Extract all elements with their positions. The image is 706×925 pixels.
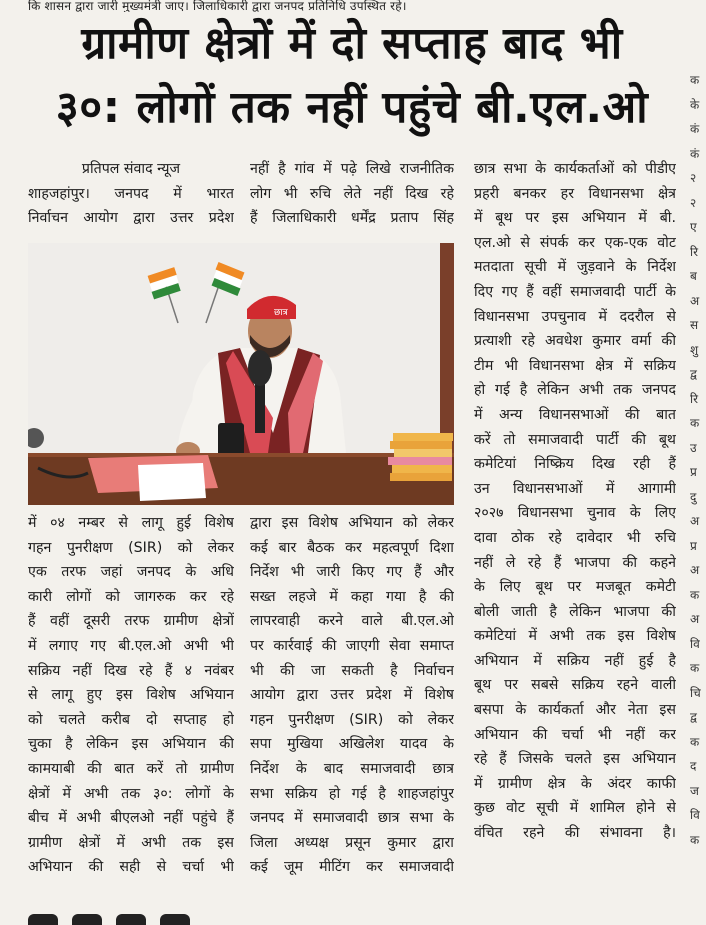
- text-line: प्रहरी बनकर हर विधानसभा क्षेत्र: [474, 185, 676, 202]
- edge-char: प्र: [690, 538, 697, 553]
- next-headline-clipped: [28, 912, 448, 925]
- edge-char: क: [690, 73, 700, 87]
- text-line: सक्रिय नहीं दिख रहे हैं ४ नवंबर: [28, 662, 234, 679]
- edge-char: २: [690, 195, 697, 210]
- edge-char: ए: [690, 220, 697, 234]
- text-line: ग्रामीण क्षेत्रों में अभी तक इस: [28, 834, 234, 851]
- edge-char: कं: [690, 146, 700, 161]
- text-line: जनपद में समाजवादी छात्र सभा के: [250, 810, 454, 827]
- edge-char: अ: [690, 612, 700, 626]
- text-line: दावा ठोक रहे दावेदार भी रुचि: [474, 529, 676, 546]
- text-line: लापरवाही करने वाले बी.एल.ओ: [250, 613, 454, 630]
- text-line: हैं जिलाधिकारी धर्मेंद्र प्रताप सिंह: [250, 210, 454, 227]
- text-line: के लिए बूथ पर मजबूत कमेटी: [474, 579, 676, 596]
- text-line: बूथ पर सबसे सक्रिय रहने वाली: [474, 677, 676, 694]
- edge-char: उ: [690, 440, 697, 455]
- edge-char: अ: [690, 514, 700, 528]
- edge-char: द: [690, 759, 697, 773]
- news-photo: [28, 243, 454, 505]
- text-line: अभियान की सही से चर्चा भी: [28, 859, 234, 876]
- headline-line-2: ३०: लोगों तक नहीं पहुंचे बी.एल.ओ: [55, 82, 649, 133]
- text-line: कारी लोगों को जागरुक कर रहे: [28, 588, 234, 605]
- text-line: दिए गए हैं वहीं समाजवादी पार्टी के: [474, 283, 676, 300]
- edge-char: ब: [690, 269, 697, 283]
- text-line: कई जूम मीटिंग कर समाजवादी: [250, 859, 454, 876]
- text-line: सपा मुखिया अखिलेश यादव के: [250, 736, 454, 753]
- text-line: जिला अध्यक्ष प्रसून कुमार द्वारा: [250, 834, 454, 851]
- text-line: बोली जाती है लेकिन भाजपा की: [474, 603, 676, 620]
- column-2-top: [250, 157, 454, 231]
- edge-char: वि: [690, 636, 700, 651]
- text-line: चुका है लेकिन इस अभियान की: [28, 736, 234, 753]
- text-line: अभियान की चर्चा भी नहीं कर: [474, 726, 676, 743]
- text-line: कमेटियां में अभी तक इस विशेष: [474, 628, 676, 645]
- previous-article-tail: कि शासन द्वारा जारी मुख्यमंत्री जाए। जिलाधिकारी द्वारा जनपद प्रतिनिधि उपस्थित रहे।: [28, 0, 407, 12]
- text-line: हैं वहीं दूसरी तरफ ग्रामीण क्षेत्रों: [28, 613, 234, 630]
- text-line: भी की जा सकती है निर्वाचन: [250, 662, 454, 679]
- text-line: रहे हैं जिसके चलते इस अभियान: [474, 751, 676, 768]
- edge-char: ज: [690, 783, 699, 798]
- text-line: कमेटियां निष्क्रिय दिख रही हैं: [474, 456, 676, 473]
- text-line: उन विधानसभाओं में आगामी: [474, 480, 676, 497]
- edge-char: क: [690, 587, 700, 602]
- text-line: करें तो समाजवादी पार्टी की बूथ: [474, 431, 676, 448]
- edge-char: शु: [690, 342, 699, 357]
- adjacent-article-edge: [690, 68, 706, 925]
- text-line: बीच में अभी बीएलओ नहीं पहुंचे हैं: [28, 810, 234, 827]
- edge-char: क: [690, 734, 700, 749]
- text-line: क्षेत्रों में अभी तक ३०: लोगों के: [28, 785, 234, 802]
- text-line: में ०४ नम्बर से लागू हुई विशेष: [28, 515, 234, 531]
- column-2-bottom: [250, 511, 454, 880]
- text-line: एक तरफ जहां जनपद के अधि: [28, 564, 234, 581]
- text-line: द्वारा इस विशेष अभियान को लेकर: [250, 515, 454, 531]
- edge-char: वि: [690, 808, 700, 822]
- headline-line-1: ग्रामीण क्षेत्रों में दो सप्ताह बाद भी: [81, 18, 623, 69]
- edge-char: क: [690, 661, 700, 675]
- text-line: सभा सक्रिय हो गई है शाहजहांपुर: [250, 785, 454, 802]
- column-1-top: [28, 157, 234, 231]
- edge-char: क: [690, 832, 700, 847]
- text-line: में ग्रामीण क्षेत्र के अंदर काफी: [474, 775, 676, 792]
- edge-char: रि: [690, 391, 699, 406]
- column-3: [474, 157, 676, 846]
- edge-char: क: [690, 416, 700, 430]
- text-line: कामयाबी की बात करें तो ग्रामीण: [28, 760, 234, 777]
- edge-char: स: [690, 318, 699, 332]
- text-line: बसपा के कार्यकर्ता और नेता इस: [474, 702, 676, 719]
- text-line: एल.ओ से संपर्क कर एक-एक वोट: [474, 234, 676, 251]
- text-line: निर्देश के बाद समाजवादी छात्र: [250, 760, 454, 777]
- cap-text: छात्र: [274, 308, 288, 318]
- text-line: प्रत्याशी रहे अवधेश कुमार वर्मा की: [474, 333, 676, 350]
- byline: प्रतिपल संवाद न्यूज: [81, 161, 181, 177]
- text-line: वंचित रहने की संभावना है।: [474, 825, 676, 842]
- text-line: में बूथ पर इस अभियान में बी.: [474, 210, 676, 227]
- text-line: अभियान में सक्रिय नहीं हुई है: [474, 652, 676, 669]
- edge-char: अ: [690, 293, 700, 308]
- text-line: मतदाता सूची में जुड़वाने के निर्देश: [474, 259, 676, 276]
- text-line: निर्देश भी जारी किए गए हैं और: [250, 564, 454, 581]
- text-line: में अन्य विधानसभाओं की बात: [474, 406, 676, 423]
- text-line: सख्त लहजे में कहा गया है की: [250, 588, 454, 605]
- edge-char: द्व: [690, 367, 697, 381]
- text-line: नहीं ले रहे हैं भाजपा की कहने: [474, 554, 676, 571]
- edge-char: द्व: [690, 710, 697, 724]
- text-line: आयोग द्वारा उत्तर प्रदेश में विशेष: [250, 687, 454, 704]
- text-line: विधानसभा उपचुनाव में ददरौल से: [474, 308, 676, 325]
- text-line: नहीं है गांव में पढ़े लिखे राजनीतिक: [250, 161, 454, 177]
- text-line: २०२७ विधानसभा चुनाव के लिए: [474, 505, 676, 522]
- edge-char: चि: [690, 685, 701, 700]
- text-line: में लगाए गए बी.एल.ओ अभी भी: [28, 637, 234, 654]
- photo-illustration: [28, 243, 454, 505]
- text-line: कुछ वोट सूची में शामिल होने से: [474, 800, 676, 817]
- text-line: पर कार्रवाई की जाएगी सेवा समाप्त: [250, 637, 454, 654]
- text-line: को चलते करीब दो सप्ताह हो: [28, 711, 234, 728]
- edge-char: कं: [690, 122, 700, 136]
- text-line: शाहजहांपुर। जनपद में भारत: [28, 185, 234, 202]
- edge-char: दु: [690, 489, 697, 504]
- edge-char: २: [690, 171, 697, 185]
- text-line: हो गई है लेकिन अभी तक जनपद: [474, 382, 676, 399]
- text-line: लोग भी रुचि लेते नहीं दिख रहे: [250, 185, 454, 202]
- text-line: गहन पुनरीक्षण (SIR) को लेकर: [28, 539, 234, 556]
- text-line: कई बार बैठक कर महत्वपूर्ण दिशा: [250, 539, 454, 556]
- edge-char: के: [690, 97, 700, 112]
- edge-char: अ: [690, 563, 700, 577]
- text-line: निर्वाचन आयोग द्वारा उत्तर प्रदेश: [28, 210, 234, 227]
- text-line: टीम भी विधानसभा क्षेत्र में सक्रिय: [474, 357, 676, 374]
- text-line: से लागू हुए इस विशेष अभियान: [28, 687, 234, 704]
- text-line: छात्र सभा के कार्यकर्ताओं को पीडीए: [474, 161, 676, 177]
- column-1-bottom: [28, 511, 234, 880]
- edge-char: रि: [690, 244, 699, 259]
- text-line: गहन पुनरीक्षण (SIR) को लेकर: [250, 711, 454, 728]
- edge-char: प्र: [690, 465, 697, 479]
